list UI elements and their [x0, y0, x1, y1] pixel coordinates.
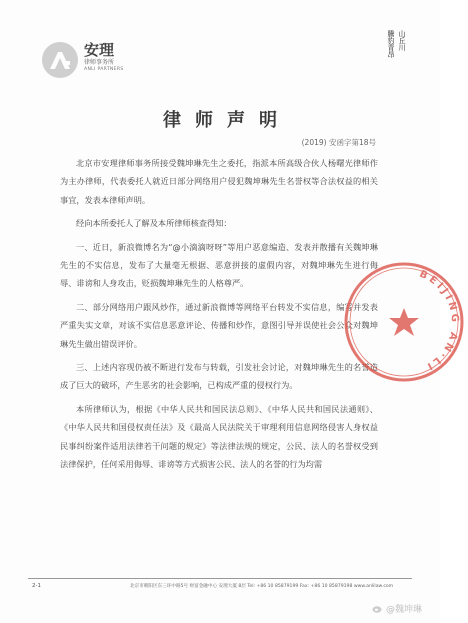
weibo-icon — [372, 604, 383, 613]
paragraph: 二、部分网络用户跟风炒作，通过新浪微博等网络平台转发不实信息，编写并发表严重失实文章，对该不实信息恶意评论、传播和炒作，意图引导并误使社会公众对魏坤琳先生做出错误评价。 — [60, 301, 378, 349]
header-seal — [387, 30, 406, 58]
document-body — [60, 154, 378, 479]
stamp-text: BEIJING AN·LI — [417, 268, 461, 373]
paragraph: 本所律师认为，根据《中华人民共和国民法总则》、《中华人民共和国民法通则》、《中华人民共和国侵权责任法》及《最高人民法院关于审理利用信息网络侵害人身权益民事纠纷案件适用法律若干问题的规定》等法律法规的规定，公民、法人的名誉权受到法律保护，任何采用侮辱、诽谤等方式损害公民、法人的名誉的行为均需 — [60, 403, 378, 470]
watermark-text: @魏坤琳 — [385, 605, 422, 615]
paragraph: 一、近日，新浪微博名为“@小滴滴呀呀”等用户恶意编造、发表并散播有关魏坤琳先生的不实信息，发布了大量毫无根据、恶意拼接的虚假内容，对魏坤琳先生进行侮辱、诽谤和人身攻击，贬损魏坤琳先生的人格尊严。 — [60, 241, 378, 289]
weibo-watermark — [372, 602, 422, 615]
page-number: 2-1 — [32, 583, 41, 589]
seal-column: 騰豹青昂 — [387, 30, 395, 58]
firm-name-cn: 安理 — [84, 41, 115, 59]
reference-number: (2019) 安函字第18号 — [301, 138, 376, 147]
firm-type: 律师事务所 — [84, 59, 115, 66]
firm-name-en: ANLI PARTNERS — [84, 67, 124, 72]
firm-logo-icon — [42, 42, 78, 78]
paragraph: 北京市安理律师事务所接受魏坤琳先生之委托，指派本所高级合伙人杨曙光律师作为主办律师，代表委托人就近日部分网络用户侵犯魏坤琳先生名誉权等合法权益的相关事宜，发表本律师声明。 — [60, 158, 378, 205]
paragraph: 经向本所委托人了解及本所律师核查得知： — [76, 218, 232, 229]
firm-logo-text — [84, 42, 124, 73]
footer-divider — [28, 578, 412, 579]
svg-text:BEIJING AN·LI — [418, 269, 461, 373]
document-title: 律师声明 — [163, 110, 291, 131]
footer-contact: 北京市朝阳区东三环中路5号 财富金融中心 安理大厦 8层 Tel: +86 10 85879199 Fax: +86 10 85879198 www.anlilaw.com — [130, 584, 394, 589]
paragraph: 三、上述内容现仍被不断进行发布与转载，引发社会讨论，对魏坤琳先生的名誉造成了巨大的破坏，产生恶劣的社会影响，已构成严重的侵权行为。 — [60, 362, 378, 391]
seal-column: 山丘川 — [398, 30, 406, 51]
